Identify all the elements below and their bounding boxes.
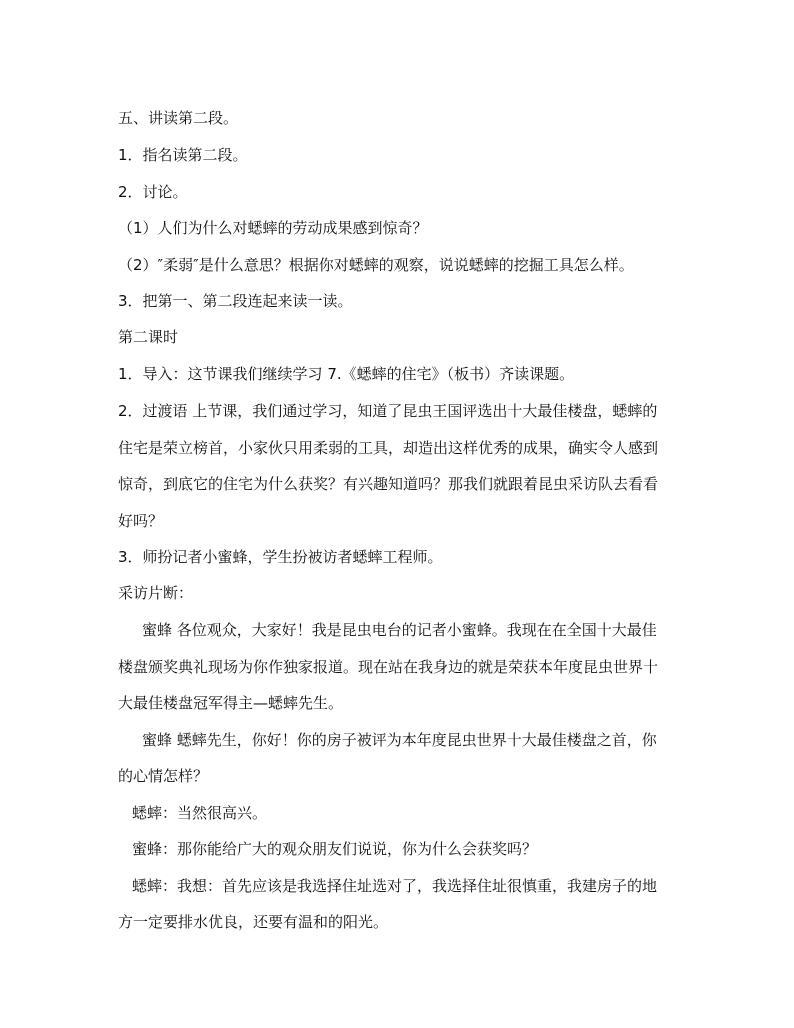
lesson-heading: 第二课时 bbox=[118, 328, 179, 346]
section-heading-5: 五、讲读第二段。 bbox=[118, 109, 239, 127]
paragraph-line: 3．把第一、第二段连起来读一读。 bbox=[118, 292, 353, 310]
dialogue-line: 的心情怎样？ bbox=[118, 767, 209, 785]
dialogue-line: 蟋蟀：当然很高兴。 bbox=[132, 804, 268, 822]
paragraph-line: 惊奇，到底它的住宅为什么获奖？有兴趣知道吗？那我们就跟着昆虫采访队去看看 bbox=[118, 475, 659, 493]
dialogue-line: 蜜蜂 蟋蟀先生，你好！你的房子被评为本年度昆虫世界十大最佳楼盘之首，你 bbox=[142, 731, 657, 749]
dialogue-line: 蜜蜂：那你能给广大的观众朋友们说说，你为什么会获奖吗？ bbox=[132, 840, 538, 858]
dialogue-line: 蜜蜂 各位观众，大家好！我是昆虫电台的记者小蜜蜂。我现在在全国十大最佳 bbox=[142, 621, 657, 639]
question-line: （2）″柔弱″是什么意思？根据你对蟋蟀的观察，说说蟋蟀的挖掘工具怎么样。 bbox=[118, 256, 634, 274]
paragraph-line: 2．讨论。 bbox=[118, 183, 188, 201]
question-line: （1）人们为什么对蟋蟀的劳动成果感到惊奇？ bbox=[118, 219, 428, 237]
paragraph-line: 住宅是荣立榜首，小家伙只用柔弱的工具，却造出这样优秀的成果，确实令人感到 bbox=[118, 439, 659, 457]
dialogue-line: 方一定要排水优良，还要有温和的阳光。 bbox=[118, 913, 389, 931]
dialogue-line: 楼盘颁奖典礼现场为你作独家报道。现在站在我身边的就是荣获本年度昆虫世界十 bbox=[118, 658, 659, 676]
dialogue-line: 蟋蟀：我想：首先应该是我选择住址选对了，我选择住址很慎重，我建房子的地 bbox=[132, 877, 658, 895]
paragraph-line: 1．导入：这节课我们继续学习 7.《蟋蟀的住宅》（板书）齐读课题。 bbox=[118, 365, 575, 383]
paragraph-line: 1．指名读第二段。 bbox=[118, 146, 248, 164]
dialogue-line: 大最佳楼盘冠军得主—蟋蟀先生。 bbox=[118, 694, 344, 712]
interview-heading: 采访片断： bbox=[118, 584, 194, 602]
paragraph-line: 3．师扮记者小蜜蜂，学生扮被访者蟋蟀工程师。 bbox=[118, 548, 443, 566]
paragraph-line: 好吗？ bbox=[118, 512, 164, 530]
paragraph-line: 2．过渡语 上节课，我们通过学习，知道了昆虫王国评选出十大最佳楼盘，蟋蟀的 bbox=[118, 402, 658, 420]
